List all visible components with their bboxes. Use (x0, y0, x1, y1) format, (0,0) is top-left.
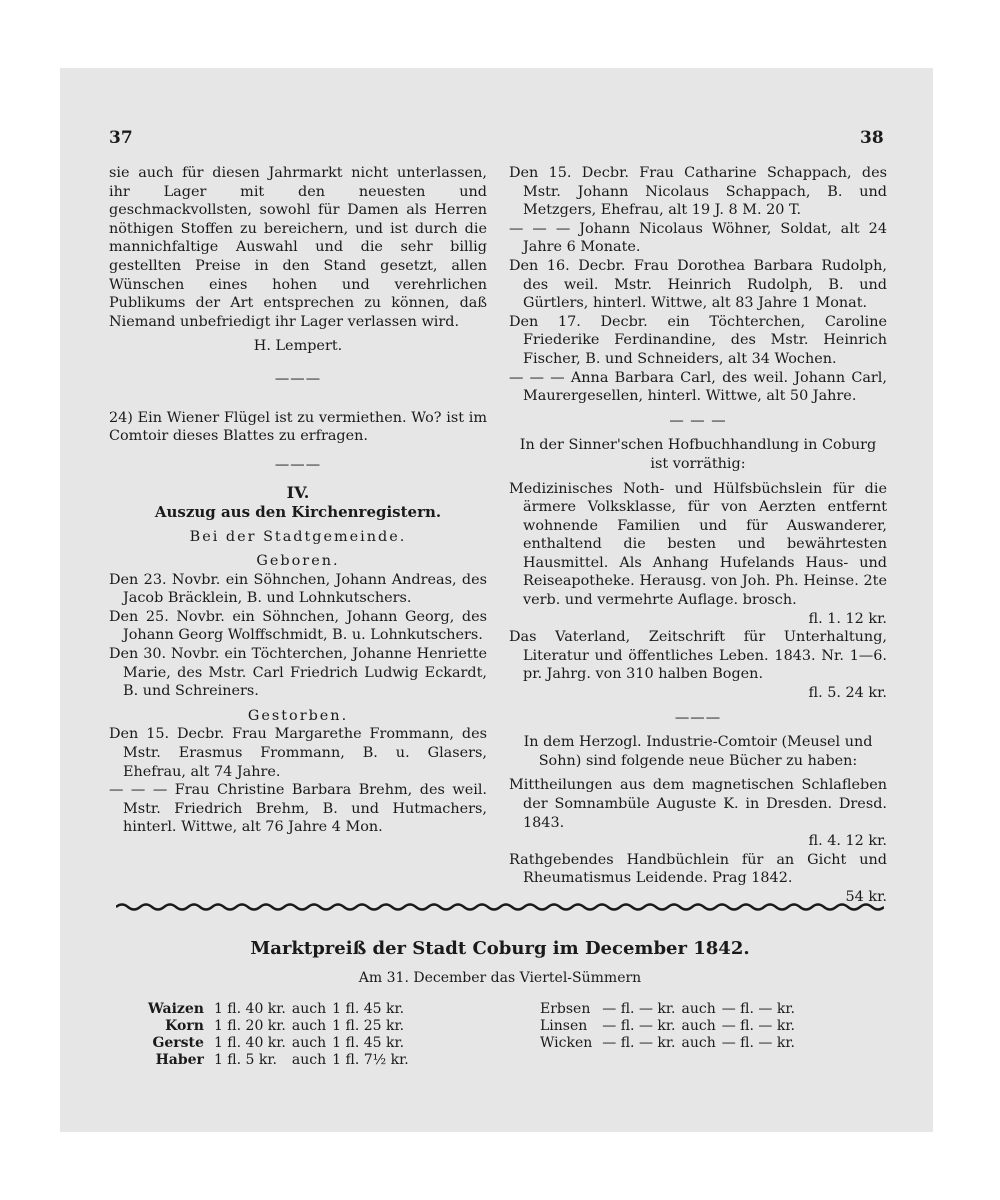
price-high: 1 fl. 45 kr. (332, 1000, 405, 1017)
death-entry: Den 16. Decbr. Frau Dorothea Barbara Rudolph, des weil. Mstr. Heinrich Rudolph, B. und Gürtlers, hinterl. Wittwe, alt 83 Jahre 1 Monat. (509, 257, 887, 312)
grain-price-table (148, 1000, 415, 1068)
bookshop-intro: In dem Herzogl. Industrie-Comtoir (Meusel und Sohn) sind folgende neue Bücher zu haben: (523, 734, 873, 769)
births-heading: Geboren. (256, 553, 340, 570)
grain-name: Korn (165, 1017, 204, 1034)
price-high: 1 fl. 45 kr. (332, 1034, 405, 1051)
page-number-right: 38 (860, 128, 884, 148)
price-low: 1 fl. 5 kr. (213, 1051, 277, 1068)
price-auch: auch (681, 1000, 716, 1017)
price-auch: auch (291, 1017, 327, 1034)
advertisement-signature: H. Lempert. (253, 338, 343, 355)
section-title: Auszug aus den Kirchenregistern. (154, 502, 442, 521)
price-low: — fl. — kr. (602, 1000, 676, 1017)
price-low: 1 fl. 20 kr. (213, 1017, 286, 1034)
bookshop-intro: In der Sinner'schen Hofbuchhandlung in Coburg ist vorräthig: (519, 437, 877, 472)
advertisement-text: sie auch für diesen Jahrmarkt nicht unterlassen, ihr Lager mit den neuesten und geschmackvollsten, sowohl für Damen als Herren nöthigen Stoffen zu bereichern, und ist durch die mannichfaltige Auswahl und die sehr billig gestellten Preise in den Stand gesetzt, allen Wünschen eines hohen und verehrlichen Publikums der Art entsprechen zu können, daß Niemand unbefriedigt ihr Lager verlassen wird. (109, 165, 487, 330)
death-entry: Den 17. Decbr. ein Töchterchen, Caroline Friederike Ferdinandine, des Mstr. Heinrich Fischer, B. und Schneiders, alt 34 Wochen. (509, 313, 887, 367)
table-row (148, 1000, 415, 1017)
section-number: IV. (286, 483, 310, 503)
piano-notice: 24) Ein Wiener Flügel ist zu vermiethen. Wo? ist im Comtoir dieses Blattes zu erfragen. (109, 409, 487, 445)
book-entry: Mittheilungen aus dem magnetischen Schlafleben der Somnambüle Auguste K. in Dresden. Dresd. 1843. (509, 777, 887, 831)
deaths-heading: Gestorben. (247, 707, 349, 724)
separator: ——— (274, 456, 322, 473)
price-low: — fl. — kr. (602, 1017, 676, 1034)
right-column (509, 164, 887, 907)
price-auch: auch (681, 1017, 716, 1034)
death-entry: — — — Anna Barbara Carl, des weil. Johann Carl, Maurergesellen, hinterl. Wittwe, alt 50 Jahre. (509, 369, 887, 405)
price-auch: auch (291, 1000, 327, 1017)
table-row (148, 1017, 415, 1034)
grain-name: Waizen (148, 1000, 204, 1017)
birth-entry: Den 23. Novbr. ein Söhnchen, Johann Andreas, des Jacob Bräcklein, B. und Lohnkutschers. (109, 571, 487, 607)
death-entry: Den 15. Decbr. Frau Margarethe Frommann, des Mstr. Erasmus Frommann, B. u. Glasers, Ehefrau, alt 74 Jahre. (109, 726, 487, 780)
price-high: — fl. — kr. (721, 1000, 795, 1017)
price-high: 1 fl. 7½ kr. (332, 1051, 409, 1068)
book-entry: Das Vaterland, Zeitschrift für Unterhaltung, Literatur und öffentliches Leben. 1843. Nr. 1—6. pr. Jahrg. von 310 halben Bogen. (509, 629, 887, 683)
death-entry: Den 15. Decbr. Frau Catharine Schappach, des Mstr. Johann Nicolaus Schappach, B. und Metzgers, Ehefrau, alt 19 J. 8 M. 20 T. (509, 165, 887, 219)
book-entry: Rathgebendes Handbüchlein für an Gicht und Rheumatismus Leidende. Prag 1842. (509, 851, 887, 887)
death-entry: — — — Frau Christine Barbara Brehm, des weil. Mstr. Friedrich Brehm, B. und Hutmachers, hinterl. Wittwe, alt 76 Jahre 4 Mon. (109, 782, 487, 836)
death-entry: — — — Johann Nicolaus Wöhner, Soldat, alt 24 Jahre 6 Monate. (509, 220, 887, 256)
page-number-left: 37 (109, 128, 133, 148)
book-price: fl. 5. 24 kr. (808, 685, 887, 702)
price-auch: auch (291, 1051, 327, 1068)
price-high: 1 fl. 25 kr. (332, 1017, 405, 1034)
separator: ——— (674, 709, 722, 726)
parish-heading: Bei der Stadtgemeinde. (189, 528, 407, 545)
grain-name: Gerste (152, 1034, 204, 1051)
price-high: — fl. — kr. (721, 1034, 795, 1051)
price-auch: auch (291, 1034, 327, 1051)
birth-entry: Den 25. Novbr. ein Söhnchen, Johann Georg, des Johann Georg Wolffschmidt, B. u. Lohnkutschers. (109, 608, 487, 644)
table-row (148, 1034, 415, 1051)
birth-entry: Den 30. Novbr. ein Töchterchen, Johanne Henriette Marie, des Mstr. Carl Friedrich Ludwig Eckardt, B. und Schreiners. (109, 646, 487, 700)
table-row (540, 1000, 801, 1017)
price-high: — fl. — kr. (721, 1017, 795, 1034)
legume-name: Linsen (540, 1017, 588, 1034)
table-row (148, 1051, 415, 1068)
legume-price-table (540, 1000, 801, 1051)
book-price: fl. 1. 12 kr. (808, 610, 887, 627)
legume-name: Erbsen (540, 1000, 591, 1017)
book-price: fl. 4. 12 kr. (808, 833, 887, 850)
separator: ——— (274, 370, 322, 387)
market-title: Marktpreiß der Stadt Coburg im December 1842. (250, 938, 750, 959)
market-subtitle: Am 31. December das Viertel-Sümmern (358, 970, 642, 986)
legume-name: Wicken (540, 1034, 593, 1051)
left-column (109, 164, 487, 837)
separator: — — — (669, 412, 727, 429)
table-row (540, 1034, 801, 1051)
grain-name: Haber (155, 1051, 204, 1068)
price-auch: auch (681, 1034, 716, 1051)
price-low: — fl. — kr. (602, 1034, 676, 1051)
book-price: 54 kr. (845, 888, 887, 905)
price-low: 1 fl. 40 kr. (213, 1034, 286, 1051)
table-row (540, 1017, 801, 1034)
book-entry: Medizinisches Noth- und Hülfsbüchslein für die ärmere Volksklasse, für von Aerzten entfernt wohnende Familien und für Auswanderer, enthaltend die besten und bewährtesten Hausmittel. Als Anhang Hufelands Haus- und Reiseapotheke. Herausg. von Joh. Ph. Heinse. 2te verb. und vermehrte Auflage. brosch. (509, 480, 887, 609)
wavy-divider (116, 901, 884, 913)
price-low: 1 fl. 40 kr. (213, 1000, 286, 1017)
